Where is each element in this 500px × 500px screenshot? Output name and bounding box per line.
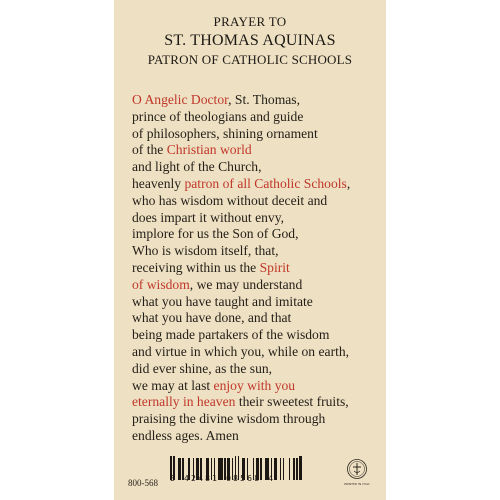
prayer-line: Who is wisdom itself, that,	[132, 243, 279, 259]
prayer-line: does impart it without envy,	[132, 209, 285, 225]
prayer-text-segment: , we may understand	[189, 276, 303, 292]
prayer-line	[132, 277, 382, 294]
highlight-text: eternally in heaven	[132, 394, 236, 410]
prayer-line: what you have taught and imitate	[132, 293, 313, 309]
prayer-line	[132, 378, 382, 395]
highlight-text: Christian world	[166, 142, 252, 158]
highlight-text: enjoy with you	[213, 377, 296, 393]
prayer-line: endless ages. Amen	[132, 427, 239, 443]
highlight-text: Spirit	[259, 259, 290, 275]
prayer-text-segment: their sweetest fruits,	[235, 394, 349, 410]
prayer-line: praising the divine wisdom through	[132, 411, 326, 427]
prayer-line	[132, 260, 382, 277]
barcode-number: 8 42481 08568 4	[170, 474, 276, 483]
prayer-line	[132, 92, 382, 109]
prayer-line: of philosophers, shining ornament	[132, 125, 318, 141]
highlight-text: patron of all Catholic Schools	[184, 175, 347, 191]
prayer-line	[132, 142, 382, 159]
card-title	[114, 14, 386, 69]
highlight-text: O Angelic Doctor	[132, 92, 229, 107]
prayer-text-segment: of the	[132, 142, 167, 158]
prayer-line: implore for us the Son of God,	[132, 226, 299, 242]
prayer-line: what you have done, and that	[132, 310, 292, 326]
prayer-line	[132, 394, 382, 411]
product-code: 800-568	[128, 478, 158, 488]
prayer-text-segment: we may at last	[132, 377, 214, 393]
seal-caption: PRINTED IN ITALY	[344, 482, 370, 486]
prayer-line: who has wisdom without deceit and	[132, 192, 328, 208]
prayer-card	[114, 0, 386, 500]
prayer-line: prince of theologians and guide	[132, 108, 304, 124]
prayer-line: and virtue in which you, while on earth,	[132, 343, 350, 359]
prayer-text	[132, 92, 382, 445]
prayer-text-segment: receiving within us the	[132, 259, 260, 275]
prayer-line: did ever shine, as the sun,	[132, 360, 273, 376]
prayer-line	[132, 176, 382, 193]
title-line-1: PRAYER TO	[213, 14, 287, 29]
prayer-text-segment: heavenly	[132, 175, 185, 191]
title-line-3: PATRON OF CATHOLIC SCHOOLS	[147, 52, 353, 67]
prayer-line: and light of the Church,	[132, 159, 262, 175]
prayer-text-segment: ,	[346, 175, 351, 191]
barcode-space	[302, 456, 304, 480]
title-line-2: ST. THOMAS AQUINAS	[164, 32, 336, 49]
publisher-seal-icon	[346, 458, 368, 480]
highlight-text: of wisdom	[132, 276, 190, 292]
prayer-text-segment: , St. Thomas,	[228, 92, 300, 107]
prayer-line: being made partakers of the wisdom	[132, 327, 330, 343]
